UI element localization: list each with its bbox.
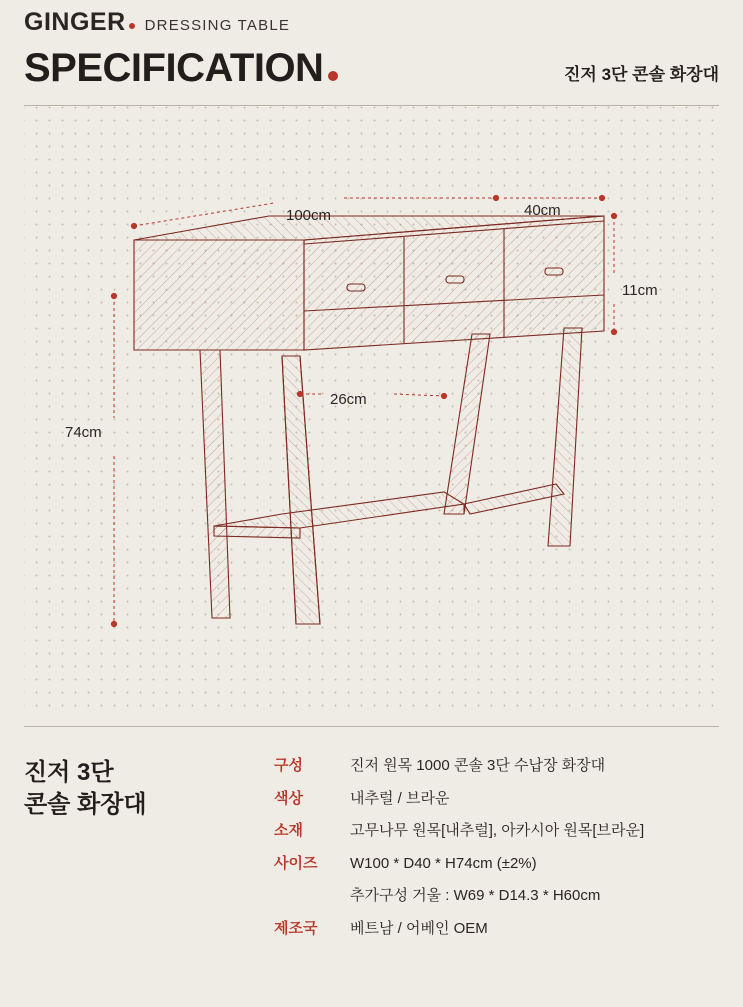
page-title-text: SPECIFICATION [24, 46, 324, 90]
spec-table [274, 755, 719, 950]
dimension-label-drawer-height: 11cm [622, 282, 658, 299]
dimension-label-shelf-depth: 26cm [330, 391, 367, 408]
console-table-drawing-svg [24, 106, 719, 712]
spec-value: 진저 원목 1000 콘솔 3단 수납장 화장대 [350, 757, 606, 774]
brand-name: GINGER [24, 8, 126, 36]
title-row [24, 46, 719, 91]
spec-value: 추가구성 거울 : W69 * D14.3 * H60cm [350, 887, 601, 904]
title-dot-icon [328, 71, 338, 81]
korean-product-title: 진저 3단 콘솔 화장대 [564, 65, 719, 84]
spec-row-color [274, 788, 719, 811]
dimension-label-width: 100cm [286, 207, 332, 224]
dimension-label-total-height: 74cm [65, 424, 102, 441]
brand-subtitle: DRESSING TABLE [144, 17, 291, 34]
brand-logo [24, 8, 135, 37]
spec-row-material [274, 820, 719, 843]
spec-row-composition [274, 755, 719, 778]
brand-line [24, 8, 719, 42]
spec-key: 제조국 [274, 919, 318, 937]
spec-value: 베트남 / 어베인 OEM [350, 919, 488, 937]
spec-value: 내추럴 / 브라운 [350, 789, 450, 807]
spec-row-size-extra [274, 885, 719, 908]
product-name-line-1: 진저 3단 [24, 759, 114, 786]
spec-row-size [274, 853, 719, 876]
technical-drawing [24, 106, 719, 712]
spec-key: 사이즈 [274, 854, 318, 872]
spec-key: 색상 [274, 789, 303, 807]
product-name-line-2: 콘솔 화장대 [24, 790, 147, 818]
dimension-label-depth: 40cm [524, 202, 561, 219]
page-header [0, 0, 743, 91]
brand-dot-icon [129, 23, 135, 29]
spec-value: W100 * D40 * H74cm (±2%) [350, 854, 537, 872]
spec-value: 고무나무 원목[내추럴], 아카시아 원목[브라운] [350, 822, 645, 839]
specification-section [24, 727, 719, 950]
product-name-block [24, 755, 274, 950]
spec-key: 소재 [274, 822, 303, 839]
spec-key: 구성 [274, 757, 303, 774]
page-title [24, 46, 338, 91]
spec-row-origin [274, 918, 719, 941]
